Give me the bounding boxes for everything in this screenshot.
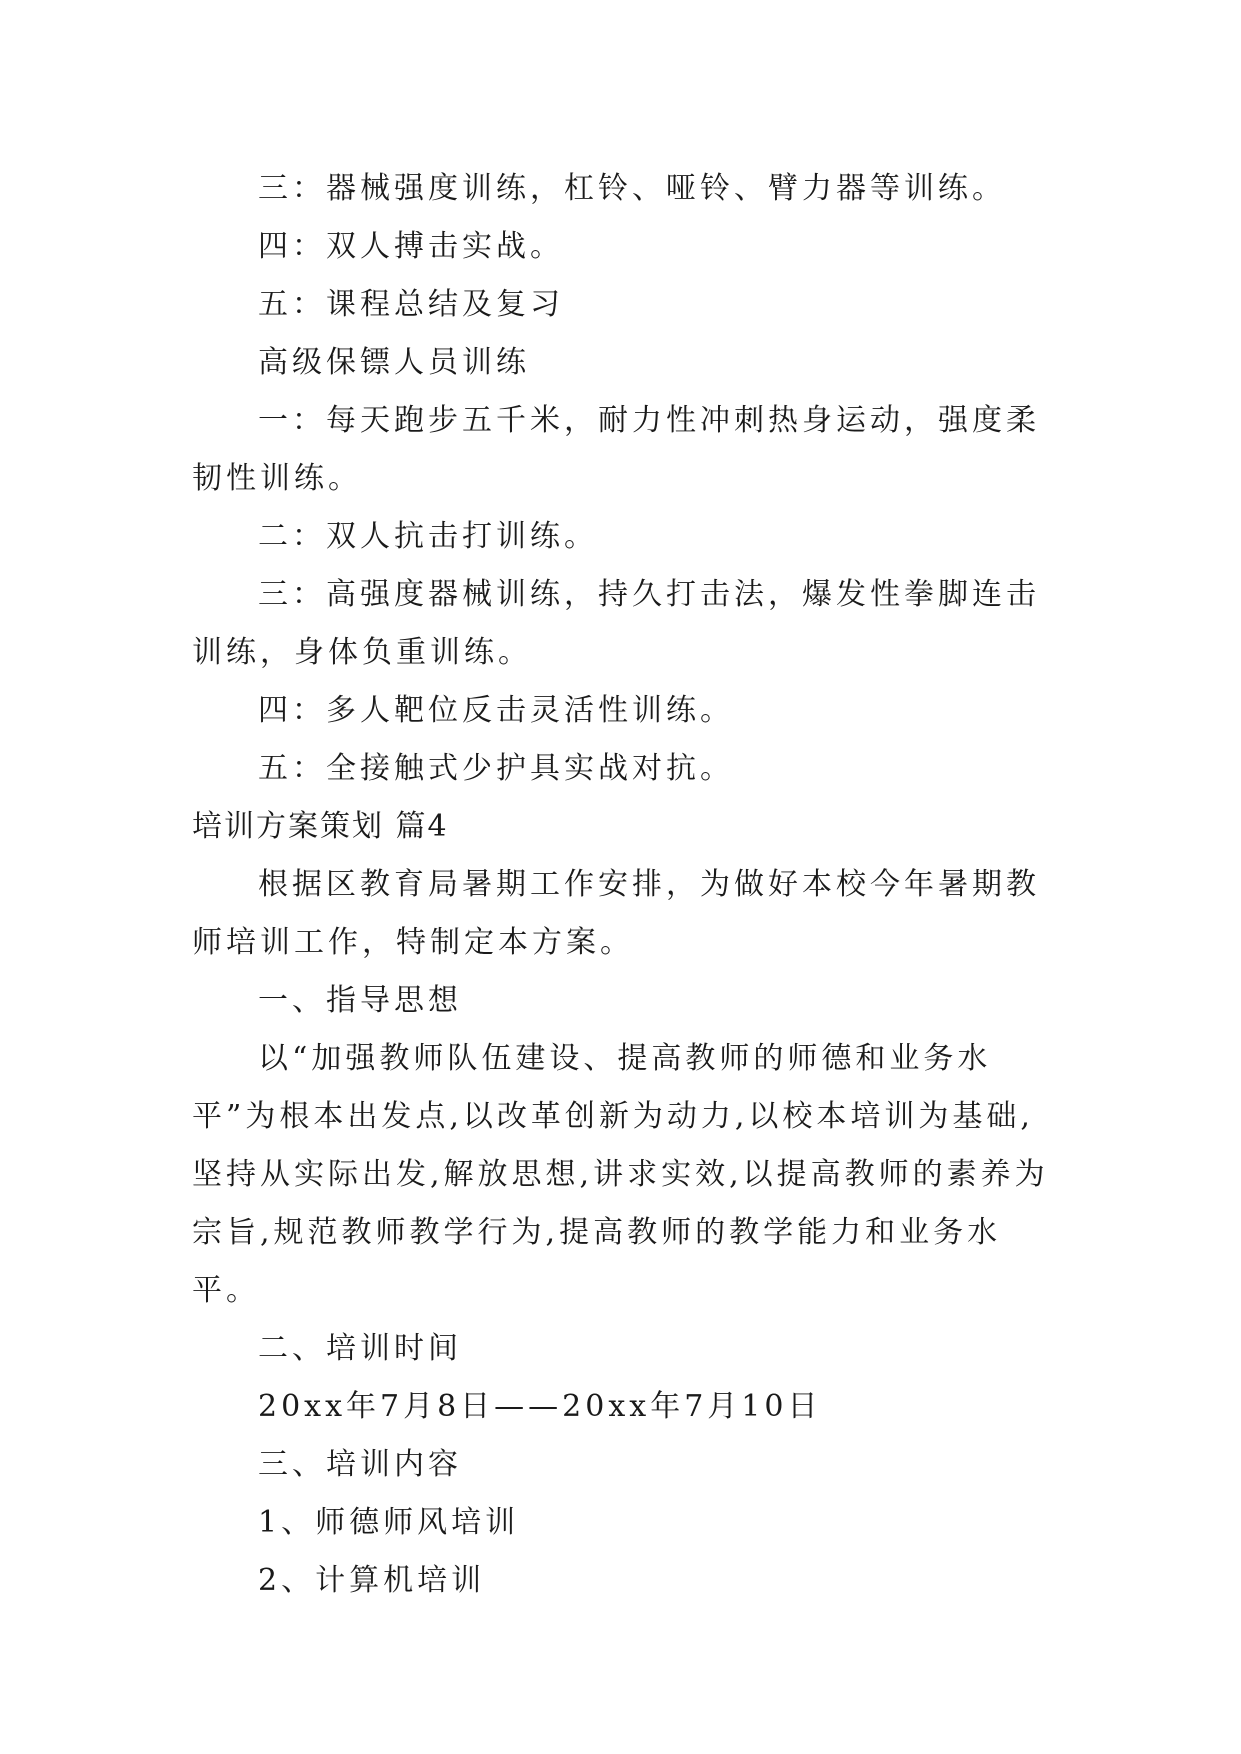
paragraph-advanced-item-5: 五：全接触式少护具实战对抗。 — [258, 751, 734, 786]
paragraph-guiding-ideology: 以“加强教师队伍建设、提高教师的师德和业务水平”为根本出发点,以改革创新为动力,以校本培训为基础,坚持从实际出发,解放思想,讲求实效,以提高教师的素养为宗旨,规范教师教学行为,提高教师的教学能力和业务水平。 — [192, 1041, 1049, 1308]
paragraph-intro: 根据区教育局暑期工作安排，为做好本校今年暑期教师培训工作，特制定本方案。 — [192, 867, 1040, 960]
section-title-training-time: 二、培训时间 — [258, 1331, 462, 1366]
section-title-training-content: 三、培训内容 — [258, 1447, 462, 1482]
paragraph-advanced-item-2: 二：双人抗击打训练。 — [258, 519, 598, 554]
article-heading: 培训方案策划 篇4 — [192, 809, 449, 844]
paragraph-training-dates: 20xx年7月8日——20xx年7月10日 — [258, 1389, 822, 1424]
paragraph-advanced-item-1: 一：每天跑步五千米，耐力性冲刺热身运动，强度柔韧性训练。 — [192, 403, 1040, 496]
list-item-ethics-training: 1、师德师风培训 — [258, 1505, 520, 1540]
paragraph-advanced-item-3: 三：高强度器械训练，持久打击法，爆发性拳脚连击训练，身体负重训练。 — [192, 577, 1040, 670]
section-title-advanced-training: 高级保镖人员训练 — [258, 345, 530, 380]
document-body — [192, 160, 1052, 1610]
paragraph-item-4-sparring: 四：双人搏击实战。 — [258, 229, 564, 264]
paragraph-item-3-equipment: 三：器械强度训练，杠铃、哑铃、臂力器等训练。 — [258, 171, 1006, 206]
section-title-guiding-ideology: 一、指导思想 — [258, 983, 462, 1018]
list-item-computer-training: 2、计算机培训 — [258, 1563, 486, 1598]
paragraph-item-5-review: 五：课程总结及复习 — [258, 287, 564, 322]
paragraph-advanced-item-4: 四：多人靶位反击灵活性训练。 — [258, 693, 734, 728]
